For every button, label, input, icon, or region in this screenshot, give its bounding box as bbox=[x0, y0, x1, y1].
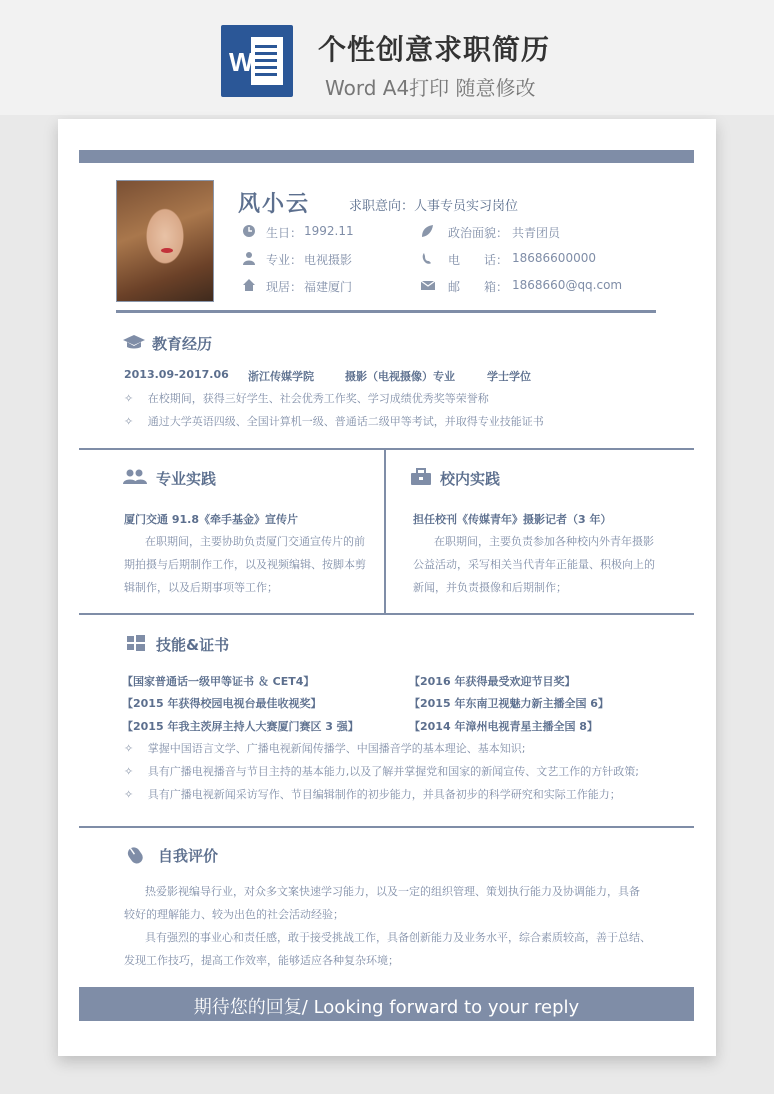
user-icon bbox=[242, 251, 256, 265]
briefcase-icon bbox=[410, 468, 432, 486]
job-intent: 求职意向：人事专员实习岗位 bbox=[349, 199, 519, 214]
education-period: 2013.09-2017.06 bbox=[124, 368, 229, 381]
self-section-title: 自我评价 bbox=[124, 845, 324, 865]
phone-info bbox=[420, 251, 660, 267]
home-icon bbox=[242, 278, 256, 292]
campus-section-title: 校内实践 bbox=[410, 468, 610, 488]
address-label: 现居： bbox=[266, 280, 303, 294]
birth-label: 生日： bbox=[266, 226, 303, 240]
phone-icon bbox=[420, 251, 434, 265]
politics-info bbox=[420, 224, 640, 240]
candidate-name: 风小云 bbox=[238, 192, 311, 217]
education-bullet-2: ✧ 通过大学英语四级、全国计算机一级、普通话二级甲等考试，并取得专业技能证书 bbox=[124, 415, 544, 428]
promo-banner bbox=[0, 0, 774, 115]
practice-section-title: 专业实践 bbox=[122, 468, 322, 488]
divider-practice-top bbox=[79, 448, 694, 450]
birth-info bbox=[242, 224, 442, 240]
self-line-2: 较好的理解能力、较为出色的社会活动经验； bbox=[124, 908, 344, 921]
award-right-2: 【2015 年东南卫视魅力新主播全国 6】 bbox=[409, 697, 609, 710]
major-info bbox=[242, 251, 442, 267]
divider-practice-middle bbox=[384, 448, 386, 614]
skills-bullet-2: ✧ 具有广播电视播音与节目主持的基本能力,以及了解并掌握党和国家的新闻宣传、文艺工作的方针政策; bbox=[124, 765, 639, 778]
phone-label: 电 话： bbox=[448, 253, 509, 267]
campus-line-2: 公益活动，采写相关当代青年正能量、积极向上的 bbox=[413, 558, 655, 571]
footer-bar bbox=[79, 987, 694, 1021]
profile-divider bbox=[116, 310, 656, 313]
politics-label: 政治面貌： bbox=[448, 226, 509, 240]
mouse-icon bbox=[124, 845, 146, 865]
campus-line-1: 在职期间，主要负责参加各种校内外青年摄影 bbox=[434, 535, 654, 548]
education-major: 摄影（电视摄像）专业 bbox=[345, 370, 455, 383]
clock-icon bbox=[242, 224, 256, 238]
graduation-cap-icon bbox=[122, 333, 146, 351]
major-value: 电视摄影 bbox=[304, 253, 353, 267]
leaf-icon bbox=[420, 224, 434, 238]
resume-page bbox=[58, 119, 716, 1056]
education-section-title: 教育经历 bbox=[122, 333, 322, 353]
campus-heading: 担任校刊《传媒青年》摄影记者（3 年） bbox=[413, 513, 612, 526]
major-label: 专业： bbox=[266, 253, 303, 267]
birth-value: 1992.11 bbox=[304, 224, 354, 238]
banner-subtitle: Word A4打印 随意修改 bbox=[325, 76, 536, 100]
address-value: 福建厦门 bbox=[304, 280, 353, 294]
profile-photo bbox=[116, 180, 214, 302]
practice-heading: 厦门交通 91.8《牵手基金》宣传片 bbox=[124, 513, 298, 526]
footer-text: 期待您的回复/ Looking forward to your reply bbox=[193, 997, 580, 1018]
education-degree: 学士学位 bbox=[487, 370, 531, 383]
self-line-1: 热爱影视编导行业，对众多文案快速学习能力，以及一定的组织管理、策划执行能力及协调能力，具备 bbox=[145, 885, 640, 898]
divider-practice-bottom bbox=[79, 613, 694, 615]
politics-value: 共青团员 bbox=[512, 226, 561, 240]
practice-line-2: 期拍摄与后期制作工作，以及视频编辑、按脚本剪 bbox=[124, 558, 366, 571]
practice-line-1: 在职期间，主要协助负责厦门交通宣传片的前 bbox=[145, 535, 365, 548]
email-value: 1868660@qq.com bbox=[512, 278, 623, 292]
campus-line-3: 新闻，并负责摄像和后期制作； bbox=[413, 581, 567, 594]
skills-section-title: 技能&证书 bbox=[126, 634, 326, 654]
education-school: 浙江传媒学院 bbox=[248, 370, 314, 383]
people-icon bbox=[122, 468, 148, 486]
self-line-4: 发现工作技巧，提高工作效率，能够适应各种复杂环境； bbox=[124, 954, 399, 967]
address-info bbox=[242, 278, 442, 294]
banner-title: 个性创意求职简历 bbox=[318, 33, 551, 66]
practice-line-3: 辑制作，以及后期事项等工作； bbox=[124, 581, 278, 594]
divider-self-top bbox=[79, 826, 694, 828]
skills-bullet-1: ✧ 掌握中国语言文学、广播电视新闻传播学、中国播音学的基本理论、基本知识; bbox=[124, 742, 526, 755]
education-bullet-1: ✧ 在校期间，获得三好学生、社会优秀工作奖、学习成绩优秀奖等荣誉称 bbox=[124, 392, 489, 405]
award-left-2: 【2015 年获得校园电视台最佳收视奖】 bbox=[122, 697, 322, 710]
word-app-icon bbox=[221, 25, 293, 97]
email-info bbox=[420, 278, 680, 294]
award-left-1: 【国家普通话一级甲等证书 ＆ CET4】 bbox=[122, 675, 315, 688]
award-right-3: 【2014 年漳州电视青星主播全国 8】 bbox=[409, 720, 598, 733]
self-line-3: 具有强烈的事业心和责任感，敢于接受挑战工作，具备创新能力及业务水平，综合素质较高，善于总结、 bbox=[145, 931, 651, 944]
windows-icon bbox=[126, 634, 146, 652]
skills-bullet-3: ✧ 具有广播电视新闻采访写作、节目编辑制作的初步能力，并具备初步的科学研究和实际工作能力； bbox=[124, 788, 621, 801]
award-right-1: 【2016 年获得最受欢迎节目奖】 bbox=[409, 675, 576, 688]
award-left-3: 【2015 年我主茨屏主持人大赛厦门赛区 3 强】 bbox=[122, 720, 359, 733]
word-letter: W bbox=[229, 47, 254, 77]
mail-icon bbox=[420, 278, 436, 292]
phone-value: 18686600000 bbox=[512, 251, 596, 265]
header-bar bbox=[79, 150, 694, 163]
email-label: 邮 箱： bbox=[448, 280, 509, 294]
